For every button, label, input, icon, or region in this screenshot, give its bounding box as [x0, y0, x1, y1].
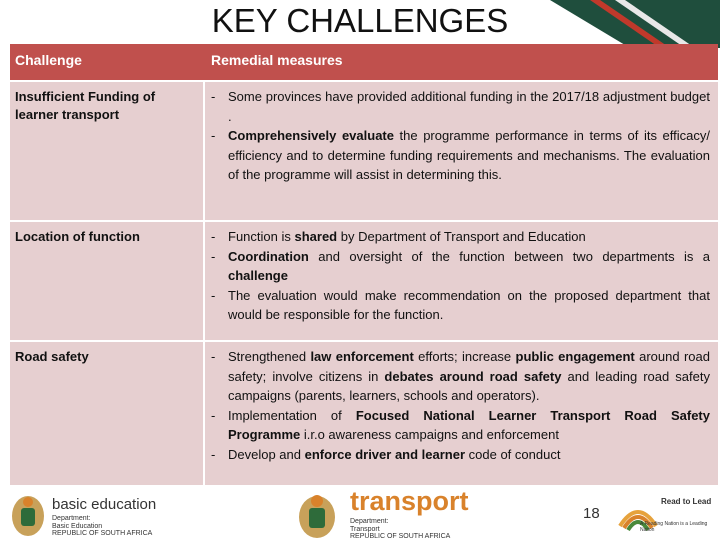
footer: basic education Department: Basic Education REPUBLIC OF SOUTH AFRICA transport Department: Transport REPUBLIC OF SOUTH AFRICA Read to Lead A Reading Nation is a Leading Nation	[0, 486, 720, 540]
measure-item: - Coordination and oversight of the function between two departments is a challenge	[209, 247, 710, 286]
table-header	[10, 44, 718, 80]
measure-item: - Comprehensively evaluate the programme performance in terms of its efficacy/ efficiency and to determine funding requirements and mechanisms. The evaluation of the programme will assist in determining this.	[209, 126, 710, 185]
table-row-measures	[205, 222, 718, 340]
measure-item: - The evaluation would make recommendation on the proposed department that would be responsible for the function.	[209, 286, 710, 325]
table-row-challenge: Insufficient Funding of learner transport	[10, 82, 203, 220]
measure-item: - Some provinces have provided additional funding in the 2017/18 adjustment budget .	[209, 87, 710, 126]
coat-of-arms-icon	[8, 494, 48, 540]
transport-logo-text: transport	[350, 486, 469, 516]
page-number: 18	[583, 505, 600, 522]
header-remedial-measures: Remedial measures	[211, 52, 343, 68]
header-challenge: Challenge	[15, 52, 82, 68]
basic-education-logo-text: basic education	[52, 496, 157, 513]
page-title: KEY CHALLENGES	[211, 2, 509, 39]
table-row-measures	[205, 342, 718, 485]
read-to-lead-logo-text: Read to Lead	[661, 497, 712, 506]
measure-item: - Function is shared by Department of Transport and Education	[209, 227, 710, 247]
coat-of-arms-icon	[294, 492, 340, 540]
measures-list	[209, 347, 710, 464]
measure-item: - Develop and enforce driver and learner code of conduct	[209, 445, 710, 465]
table-row-challenge: Location of function	[10, 222, 203, 340]
measures-list	[209, 227, 710, 325]
measures-list	[209, 87, 710, 185]
table-row-measures	[205, 82, 718, 220]
table-row-challenge: Road safety	[10, 342, 203, 485]
measure-item: - Implementation of Focused National Learner Transport Road Safety Programme i.r.o awareness campaigns and enforcement	[209, 406, 710, 445]
measure-item: - Strengthened law enforcement efforts; increase public engagement around road safety; involve citizens in debates around road safety and leading road safety campaigns (parents, learners, schools and operators).	[209, 347, 710, 406]
